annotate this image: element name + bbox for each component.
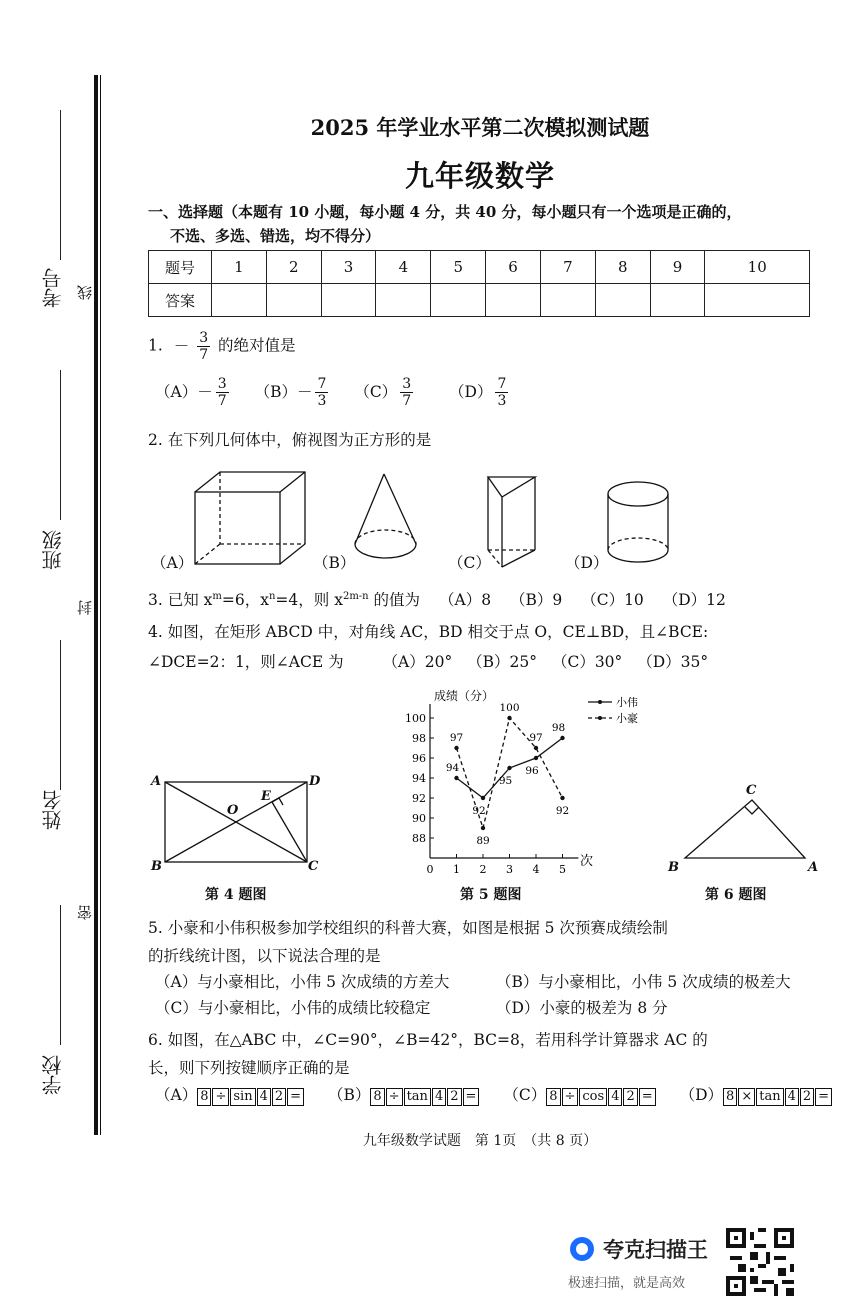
q6-option-a[interactable]: （A） 8 ÷ sin 4 2 = [155, 1086, 305, 1104]
figure-4-caption: 第 4 题图 [205, 887, 267, 903]
question-number: 3 [321, 251, 376, 284]
data-point [534, 746, 538, 750]
q4-option-b[interactable]: （B）25° [467, 653, 538, 671]
data-point [454, 776, 458, 780]
seal-mark: 封 [76, 600, 94, 615]
data-point [454, 746, 458, 750]
question-4-line1: 4. 如图，在矩形 ABCD 中，对角线 AC，BD 相交于点 O，CE⊥BD，且∠BCE: [148, 623, 709, 641]
question-6-line1: 6. 如图，在△ABC 中，∠C=90°，∠B=42°，BC=8，若用科学计算器求 AC 的 [148, 1031, 708, 1049]
q1-fraction: $\frac{3}{7}$ [199, 330, 209, 364]
q2-solids-figure [150, 462, 690, 582]
answer-cell[interactable] [431, 284, 486, 317]
q1-minus: － [173, 336, 190, 355]
data-label: 97 [449, 732, 464, 744]
question-number: 7 [540, 251, 595, 284]
q3-option-b[interactable]: （B）9 [510, 591, 563, 610]
q5-option-a[interactable]: （A）与小豪相比，小伟 5 次成绩的方差大 [155, 973, 450, 991]
label-A: A [808, 860, 819, 875]
line-mark: 线 [76, 285, 94, 300]
legend-marker [598, 700, 602, 704]
chart-xlabel: 次 [580, 854, 594, 869]
x-tick-label: 1 [453, 863, 460, 876]
secret-mark: 密 [76, 905, 94, 920]
y-tick-label: 98 [412, 732, 426, 745]
q6-option-b[interactable]: （B） 8 ÷ tan 4 2 = [328, 1086, 480, 1104]
name-label: 姓名 [41, 790, 65, 830]
binding-line-thick [94, 75, 98, 1135]
scanner-slogan: 极速扫描，就是高效 [568, 1276, 686, 1291]
figure-4 [145, 770, 335, 875]
prism-figure [488, 477, 535, 567]
label-C: C [746, 783, 757, 798]
data-point [560, 796, 564, 800]
legend-marker [598, 716, 602, 720]
x-tick-label: 5 [559, 863, 566, 876]
q5-option-b[interactable]: （B）与小豪相比，小伟 5 次成绩的极差大 [496, 973, 791, 991]
question-number: 10 [705, 251, 810, 284]
data-point [507, 716, 511, 720]
data-point [560, 736, 564, 740]
label-E: E [261, 789, 271, 804]
question-number: 6 [486, 251, 541, 284]
exam-no-label: 考号 [41, 268, 65, 308]
legend-label: 小豪 [616, 712, 638, 725]
legend-label: 小伟 [616, 696, 638, 709]
data-point [534, 756, 538, 760]
section-heading-line2: 不选、多选、错选，均不得分） [170, 227, 381, 245]
q4-option-c[interactable]: （C）30° [551, 653, 623, 671]
y-tick-label: 96 [412, 752, 426, 765]
question-number: 8 [595, 251, 650, 284]
q5-option-d[interactable]: （D）小豪的极差为 8 分 [496, 999, 668, 1017]
label-B: B [151, 859, 162, 874]
question-number: 2 [266, 251, 321, 284]
subject-title: 九年级数学 [404, 159, 555, 193]
binding-line-thin [100, 75, 101, 1135]
data-label: 96 [525, 765, 539, 777]
answer-cell[interactable] [266, 284, 321, 317]
name-blank[interactable] [60, 640, 61, 790]
question-1 [148, 330, 296, 363]
page-footer: 九年级数学试题 第 1页 （共 8 页） [362, 1133, 598, 1149]
q1-option-b[interactable]: （B）－ $\frac{7}{3}$ [254, 376, 327, 410]
table-row [149, 284, 810, 317]
school-label: 学校 [41, 1055, 65, 1095]
question-5-line2: 的折线统计图，以下说法合理的是 [148, 947, 381, 965]
q6-option-d[interactable]: （D） 8 × tan 4 2 = [680, 1086, 833, 1104]
data-point [507, 766, 511, 770]
q1-text: 的绝对值是 [218, 336, 296, 355]
q1-option-d[interactable]: （D） $\frac{7}{3}$ [449, 376, 507, 410]
table-row [149, 251, 810, 284]
y-tick-label: 92 [412, 792, 426, 805]
figure-6-caption: 第 6 题图 [705, 887, 767, 903]
answer-cell[interactable] [595, 284, 650, 317]
answer-cell[interactable] [212, 284, 267, 317]
x-tick-label: 0 [426, 863, 434, 876]
x-tick-label: 4 [532, 863, 540, 876]
x-tick-label: 2 [479, 863, 487, 876]
question-6-line2: 长，则下列按键顺序正确的是 [148, 1059, 350, 1077]
data-point [481, 796, 485, 800]
label-A: A [151, 774, 162, 789]
question-number: 5 [431, 251, 486, 284]
data-label: 100 [499, 702, 520, 714]
answer-cell[interactable] [486, 284, 541, 317]
question-5-line1: 5. 小豪和小伟积极参加学校组织的科普大赛，如图是根据 5 次预赛成绩绘制 [148, 919, 668, 937]
q5-option-c[interactable]: （C）与小豪相比，小伟的成绩比较稳定 [155, 999, 431, 1017]
q1-option-c[interactable]: （C） $\frac{3}{7}$ [354, 376, 412, 410]
q3-option-c[interactable]: （C）10 [581, 591, 644, 610]
data-label: 95 [498, 775, 513, 787]
answer-table [148, 250, 810, 317]
answer-cell[interactable] [376, 284, 431, 317]
class-blank[interactable] [60, 370, 61, 520]
q2-option-b[interactable]: （B） [313, 554, 356, 572]
cube-figure [195, 472, 305, 564]
scanner-logo-icon [570, 1237, 594, 1261]
question-number: 1 [212, 251, 267, 284]
y-tick-label: 94 [412, 772, 426, 785]
figure-5-caption: 第 5 题图 [460, 887, 522, 903]
question-number: 9 [650, 251, 705, 284]
qr-code-icon [726, 1228, 794, 1296]
figure-5-line-chart [400, 680, 640, 880]
q1-options [155, 376, 511, 409]
data-label: 94 [445, 762, 460, 774]
q2-option-d[interactable]: （D） [565, 554, 609, 572]
q2-option-a[interactable]: （A） [151, 554, 194, 572]
answer-cell[interactable] [321, 284, 376, 317]
y-tick-label: 100 [405, 712, 426, 725]
answer-cell[interactable] [705, 284, 810, 317]
q1-number: 1. [148, 336, 163, 355]
data-label: 97 [529, 732, 543, 744]
cone-figure [355, 474, 416, 558]
class-label: 班级 [41, 530, 65, 570]
label-C: C [308, 859, 319, 874]
question-4-line2: ∠DCE=2：1，则∠ACE 为 （A）20° （B）25° （C）30° （D）35° [148, 653, 709, 671]
chart-ylabel: 成绩（分） [434, 689, 495, 703]
scanner-brand: 夸克扫描王 [603, 1238, 708, 1262]
section-heading-line1: 一、选择题（本题有 10 小题，每小题 4 分，共 40 分，每小题只有一个选项是正确的， [148, 203, 742, 221]
answer-cell[interactable] [540, 284, 595, 317]
data-point [481, 826, 485, 830]
question-2: 2. 在下列几何体中，俯视图为正方形的是 [148, 431, 432, 449]
q4-option-a[interactable]: （A）20° [382, 653, 453, 671]
label-D: D [309, 774, 321, 789]
figure-6 [660, 778, 830, 878]
label-B: B [668, 860, 679, 875]
q1-option-a[interactable]: （A）－ $\frac{3}{7}$ [155, 376, 227, 410]
q3-option-a[interactable]: （A）8 [439, 591, 492, 610]
y-tick-label: 88 [412, 832, 426, 845]
q3-option-d[interactable]: （D）12 [662, 591, 726, 610]
question-3: 3. 已知 $x^m=6$，$x^n=4$，则 $x^{2m-n}$ 的值为 （A）8 （B）9 （C）10 （D）12 [148, 591, 726, 610]
data-label: 98 [551, 722, 566, 734]
q6-option-c[interactable]: （C） 8 ÷ cos 4 2 = [503, 1086, 656, 1104]
question-number: 4 [376, 251, 431, 284]
q4-option-d[interactable]: （D）35° [637, 653, 709, 671]
exam-title: 2025 年学业水平第二次模拟测试题 [310, 115, 650, 140]
data-label: 92 [472, 805, 486, 817]
row-label: 题号 [149, 251, 212, 284]
y-tick-label: 90 [412, 812, 426, 825]
label-O: O [227, 803, 239, 818]
row-label: 答案 [149, 284, 212, 317]
cylinder-figure [608, 482, 668, 562]
data-label: 89 [476, 835, 490, 847]
answer-cell[interactable] [650, 284, 705, 317]
q6-options [155, 1085, 833, 1106]
x-tick-label: 3 [506, 863, 513, 876]
q2-option-c[interactable]: （C） [448, 554, 491, 572]
school-blank[interactable] [60, 905, 61, 1045]
data-label: 92 [555, 805, 570, 817]
